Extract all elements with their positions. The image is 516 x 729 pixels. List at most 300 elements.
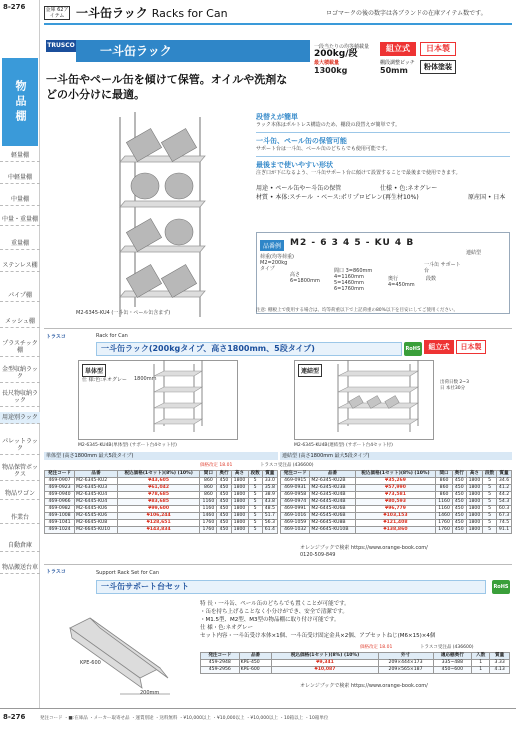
table-cell: ¥128,651 — [117, 520, 200, 527]
order-note: トラスコ受注品 (436600) — [260, 463, 314, 468]
table-cell: ¥80,593 — [355, 499, 436, 506]
table-cell: M2-6445-KU4B — [310, 499, 355, 506]
table-cell: 1800 — [231, 527, 248, 534]
table-cell: M2-6645-KU8 — [75, 520, 118, 527]
table-cell: M2-6445-KU4 — [75, 499, 118, 506]
single-bar: 単体型 (高さ1800mm 最大5段タイプ) — [44, 452, 278, 460]
product2-spec: 仕 様:色:ネオグレー — [82, 377, 127, 383]
page-title-en: Racks for Can — [151, 7, 228, 20]
table-cell: M2-6545-KU6B — [310, 513, 355, 520]
table-cell: 450 — [217, 506, 231, 513]
table-row — [281, 506, 512, 513]
badge-powder-coat: 粉体塗装 — [420, 60, 456, 74]
page-footer — [0, 708, 516, 729]
table-cell: 1460 — [436, 513, 453, 520]
web-search-note[interactable]: オレンジブックで検索 https://www.orange-book.com/ — [300, 683, 428, 689]
code-part-text: タイプ — [260, 266, 275, 272]
product3-features — [200, 600, 510, 640]
product1-load-spec — [314, 44, 378, 58]
table-cell: 450 — [217, 527, 231, 534]
code-part-levels: 段数 — [426, 276, 437, 282]
table-cell: 5 — [483, 527, 497, 534]
table-cell: 450 — [452, 478, 466, 485]
spec-value: 日本 — [493, 194, 506, 201]
table-cell: 5 — [248, 527, 262, 534]
sidebar-item[interactable]: 物品ワゴン — [0, 488, 40, 500]
order-code-cell[interactable]: 469-1041 — [45, 520, 75, 527]
delivery-info: 出荷日数 2~3日 本社30分 — [440, 380, 469, 391]
table-cell: 1760 — [436, 527, 453, 534]
table-cell: 60.3 — [497, 506, 512, 513]
order-note: トラスコ受注品 (436600) — [420, 645, 474, 650]
table-header-cell: 質量 — [490, 653, 510, 660]
linked-type-table — [280, 470, 512, 534]
table-cell: 44.2 — [497, 492, 512, 499]
table-cell: ¥57,990 — [355, 485, 436, 492]
order-code-cell[interactable]: 469-1024 — [45, 527, 75, 534]
table-header-cell: 高さ — [231, 471, 248, 478]
product1-title: 一斗缶ラック — [76, 40, 310, 62]
table-header-cell: 段数 — [483, 471, 497, 478]
table-header-cell: 税込価格(1セット)(8%) (10%) — [272, 653, 378, 660]
pitch-label: 棚段調整ピッチ — [380, 60, 415, 66]
table-cell: ¥43,605 — [117, 478, 200, 485]
table-cell: 4.13 — [490, 667, 510, 674]
order-code-cell[interactable]: 469-0974 — [281, 499, 310, 506]
sidebar-item[interactable]: 物品保管ボックス — [0, 462, 40, 481]
sidebar-item[interactable]: 物品搬送台車 — [0, 562, 40, 574]
table-cell: ¥10,087 — [272, 667, 378, 674]
code-part-height: 高さ 6=1800mm — [290, 272, 320, 284]
order-code-cell[interactable]: 469-1032 — [281, 527, 310, 534]
linked-bar: 連結型 (高さ1800mm 最大5段タイプ) — [280, 452, 512, 460]
table-row — [45, 520, 278, 527]
spec-key: 材質 — [256, 194, 269, 201]
table-row — [45, 527, 278, 534]
product1-max-spec — [314, 60, 378, 74]
sidebar-active-category[interactable]: 物品棚 — [2, 58, 38, 146]
table-cell: 48.5 — [262, 506, 277, 513]
badge-assembly: 組立式 — [424, 340, 454, 354]
table-row — [281, 513, 512, 520]
badge-japan: 日本製 — [456, 340, 486, 354]
table-cell: 1800 — [231, 513, 248, 520]
single-caption: M2-6345-KU4B(単体型) (サポート台4セット付) — [78, 443, 177, 448]
table-cell: 5 — [483, 478, 497, 485]
table-header-cell: 間口 — [436, 471, 453, 478]
table-cell: 1800 — [466, 513, 483, 520]
feature-2-text: サポート台は一斗缶、ペール缶のどちらでも使用可能です。 — [256, 146, 391, 152]
spec-value: 本体:スチール ・ベース:ポリプロピレン(再生材10%) — [275, 194, 419, 201]
table-cell: ¥35,269 — [355, 478, 436, 485]
table-cell: 450 — [452, 485, 466, 492]
sidebar-item[interactable]: 用途別ラック — [0, 412, 40, 424]
table-cell: 5 — [483, 520, 497, 527]
table-header-cell: 質量 — [497, 471, 512, 478]
footer-page-number: 8-276 — [3, 713, 26, 721]
table-row — [201, 667, 510, 674]
height-dim: 1800mm — [134, 376, 157, 382]
table-cell: 860 — [200, 492, 217, 499]
spec-material: 材質 • 本体:スチール ・ベース:ポリプロピレン(再生材10%) — [256, 194, 419, 201]
table-cell: M2-6345-KU4 — [75, 492, 118, 499]
price-revision-note: 価格改定 18.01 — [360, 645, 393, 650]
spec-key: 用途 — [256, 185, 269, 192]
table-cell: 33.0 — [262, 478, 277, 485]
section-divider — [44, 564, 512, 565]
badge-japan: 日本製 — [420, 42, 456, 56]
table-cell: 450~600 — [433, 667, 472, 674]
spec-value: ペール缶やー斗缶の保管 — [275, 185, 342, 192]
table-header-cell: 発注コード — [281, 471, 310, 478]
table-header-cell: 奥行 — [452, 471, 466, 478]
spec-origin: 原産国 • 日本 — [468, 194, 506, 201]
table-cell: 1800 — [231, 520, 248, 527]
product1-pitch-spec — [380, 60, 420, 74]
table-header-cell: 入数 — [472, 653, 490, 660]
product3-title: 一斗缶サポート台セット — [96, 580, 486, 594]
page-title — [76, 4, 228, 21]
table-cell: 450 — [217, 513, 231, 520]
feature-3-text: 注ぎ口が下になるよう、一斗缶サポート台に傾けて設置することで最後まで使用できます。 — [256, 170, 461, 176]
order-code-cell[interactable]: 469-0982 — [45, 506, 75, 513]
table-cell: 860 — [200, 478, 217, 485]
price-revision-note: 価格改定 18.01 — [200, 463, 233, 468]
table-row — [281, 478, 512, 485]
code-part-width: 間口 3=860mm 4=1160mm 5=1460mm 6=1760mm — [334, 268, 373, 292]
feature-line: ・M1.5型、M2型、M3型の物品棚に取り付け可能です。 — [200, 617, 340, 623]
sidebar-item[interactable]: パイプ棚 — [0, 290, 40, 302]
table-cell: 1760 — [200, 527, 217, 534]
order-code-cell[interactable]: 469-0958 — [281, 492, 310, 499]
product2-subtitle: Rack for Can — [96, 333, 128, 339]
sidebar-item[interactable]: メッシュ棚 — [0, 316, 40, 328]
table-cell: 450 — [452, 499, 466, 506]
table-cell: 450 — [452, 506, 466, 513]
table-cell: 43.8 — [262, 499, 277, 506]
order-code-cell[interactable]: 469-0991 — [281, 506, 310, 513]
table-row — [281, 499, 512, 506]
table-cell: 450 — [452, 520, 466, 527]
table-cell: 5 — [483, 492, 497, 499]
sidebar-item[interactable]: 軽量棚 — [0, 150, 40, 162]
section-divider — [44, 328, 512, 329]
table-cell: ¥121,408 — [355, 520, 436, 527]
code-part-text: 荷重(均等荷重) — [260, 254, 294, 260]
table-cell: 35.8 — [262, 485, 277, 492]
badge-rohs: RoHS — [492, 580, 510, 594]
table-cell: 450 — [217, 520, 231, 527]
table-cell: ¥99,600 — [117, 506, 200, 513]
table-cell: 91.1 — [497, 527, 512, 534]
sidebar-item[interactable]: 自動倉庫 — [0, 540, 40, 552]
badge-assembly: 組立式 — [380, 42, 416, 56]
table-cell: ¥83,685 — [117, 499, 200, 506]
table-cell: ¥61,042 — [117, 485, 200, 492]
table-cell: 1800 — [466, 506, 483, 513]
product1-tagline: 一斗缶やペール缶を傾けて保管。オイルや洗剤などの小分けに最適。 — [46, 73, 288, 101]
table-cell: M2-6645-KU10B — [310, 527, 355, 534]
table-cell: ¥73,581 — [355, 492, 436, 499]
product1-rack-image — [110, 112, 210, 322]
sidebar-item[interactable]: パレットラック — [0, 436, 40, 455]
brand-logo-trusco: TRUSCO — [46, 40, 76, 52]
sidebar-item[interactable]: プラスチック棚 — [0, 338, 40, 357]
feature-1-text: ラック本体はボルトレス構造のため、棚段の段替えが簡単です。 — [256, 122, 401, 128]
table-cell: 335~488 — [433, 660, 472, 667]
table-cell: 5 — [483, 513, 497, 520]
table-cell: 209×444×173 — [378, 660, 433, 667]
feature-1-head: 段替えが簡単 — [256, 113, 298, 121]
table-cell: 61.4 — [262, 527, 277, 534]
order-code-cell[interactable]: 469-0907 — [45, 478, 75, 485]
table-cell: ¥106,244 — [117, 513, 200, 520]
table-cell: M2-6345-KU4B — [310, 492, 355, 499]
table-cell: 5 — [248, 485, 262, 492]
table-cell: M2-6545-KU6 — [75, 513, 118, 520]
sidebar-item[interactable]: 中量棚 — [0, 194, 40, 206]
table-row — [45, 492, 278, 499]
footer-legend: 発注コード ・■:在庫品 ・メーカー取寄せ品 ・運賃別途 ・送料無料 ・¥10,000以上 ・¥10,000以上 ・¥10,000以上 ・10箱以上 ・10箱単位 — [40, 716, 329, 721]
sidebar-item[interactable]: 作業台 — [0, 512, 40, 524]
table-cell: ¥143,834 — [117, 527, 200, 534]
sidebar-item[interactable]: ステンレス棚 — [0, 260, 40, 272]
table-cell: 5 — [483, 485, 497, 492]
support-rack-image — [60, 598, 180, 698]
table-cell: 1760 — [200, 520, 217, 527]
table-cell: 3.33 — [490, 660, 510, 667]
table-cell: 5 — [248, 492, 262, 499]
feature-divider — [256, 156, 510, 157]
header-divider — [44, 23, 512, 25]
table-header-cell: 税込価格(1セット)(8%) (10%) — [117, 471, 200, 478]
table-cell: 450 — [452, 527, 466, 534]
sidebar-item[interactable]: 長尺物収納ラック — [0, 388, 40, 407]
order-code-cell[interactable]: 459-2948 — [201, 660, 240, 667]
product3-brand: トラスコ — [46, 569, 66, 575]
table-header-cell: 発注コード — [45, 471, 75, 478]
telephone-number: 0120-509-849 — [300, 552, 336, 558]
table-row — [45, 485, 278, 492]
table-cell: 1800 — [466, 485, 483, 492]
table-row — [281, 527, 512, 534]
table-cell: M2-6345-KU2B — [310, 478, 355, 485]
order-code-cell[interactable]: 469-0923 — [45, 485, 75, 492]
order-code-cell[interactable]: 459-2956 — [201, 667, 240, 674]
table-cell: 1800 — [231, 492, 248, 499]
table-row — [45, 506, 278, 513]
product3-subtitle: Support Rack Set for Can — [96, 570, 160, 576]
product2-title: 一斗缶ラック(200kgタイプ、高さ1800mm、5段タイプ) — [96, 342, 402, 356]
table-cell: 450 — [217, 478, 231, 485]
table-cell: ¥78,685 — [117, 492, 200, 499]
spec-use: 用途 • ペール缶やー斗缶の保管 — [256, 185, 342, 192]
table-header-cell: 間口 — [200, 471, 217, 478]
table-cell: 1800 — [231, 485, 248, 492]
order-code-cell[interactable]: 469-0915 — [281, 478, 310, 485]
table-cell: 5 — [248, 513, 262, 520]
table-header-cell: 適応棚奥行 — [433, 653, 472, 660]
linked-rack-image — [330, 360, 420, 436]
table-cell: 1800 — [466, 527, 483, 534]
table-cell: 1800 — [466, 478, 483, 485]
table-row — [45, 499, 278, 506]
table-cell: 1800 — [466, 499, 483, 506]
order-code-cell[interactable]: 469-0966 — [45, 499, 75, 506]
table-row — [45, 478, 278, 485]
table-header-cell: 高さ — [466, 471, 483, 478]
spec-key: 原産国 — [468, 194, 487, 201]
table-cell: 1160 — [200, 506, 217, 513]
table-cell: M2-6345-KU2 — [75, 478, 118, 485]
table-cell: ¥9,341 — [272, 660, 378, 667]
table-cell: 41.2 — [497, 485, 512, 492]
table-cell: 1800 — [231, 499, 248, 506]
table-cell: ¥103,153 — [355, 513, 436, 520]
web-search-note[interactable]: オレンジブックで検索 https://www.orange-book.com/ — [300, 545, 428, 551]
table-cell: 5 — [248, 499, 262, 506]
table-cell: 860 — [436, 478, 453, 485]
feature-line: 仕 様・色:ネオグレー — [200, 625, 253, 631]
single-rack-image — [146, 360, 206, 436]
feature-line: セット内容・一斗缶受け本体×1個、一斗缶受け固定金具×2個、アプセットねじ(M6×15)×4個 — [200, 633, 436, 639]
order-code-cell[interactable]: 469-0940 — [45, 492, 75, 499]
table-cell: 450 — [452, 492, 466, 499]
code-part-depth: 奥行 4=450mm — [388, 276, 415, 288]
table-cell: 860 — [200, 485, 217, 492]
table-cell: M2-6445-KU6 — [75, 506, 118, 513]
table-header-cell: 発注コード — [201, 653, 240, 660]
load-value: 200kg/段 — [314, 49, 358, 59]
table-cell: 1800 — [466, 520, 483, 527]
table-cell: 5 — [248, 520, 262, 527]
pitch-value: 50mm — [380, 66, 408, 75]
feature-line: 特 長・一斗缶、ペール缶のどちらでも置くことが可能です。 — [200, 601, 350, 607]
table-cell: 5 — [483, 499, 497, 506]
table-cell: 1760 — [436, 520, 453, 527]
table-header-cell: 段数 — [248, 471, 262, 478]
table-cell: M2-6445-KU6B — [310, 506, 355, 513]
order-code-cell[interactable]: 469-1008 — [45, 513, 75, 520]
table-cell: 1460 — [200, 513, 217, 520]
table-cell: M2-6345-KU3 — [75, 485, 118, 492]
category-sidebar — [0, 0, 40, 729]
table-header-cell: 外寸 — [378, 653, 433, 660]
table-cell: M2-6645-KU8B — [310, 520, 355, 527]
order-code-cell[interactable]: 469-1059 — [281, 520, 310, 527]
table-cell: 1160 — [436, 506, 453, 513]
spec-key: 仕様 — [380, 185, 393, 192]
caution-note: 注意: 棚板上で使用する場合は、均等荷重以下で上記荷重の80%以下を目安にしてご使用ください。 — [256, 308, 458, 313]
table-cell: 1 — [472, 660, 490, 667]
table-cell: 450 — [217, 492, 231, 499]
part-number-example-label: 品番例 — [260, 240, 284, 251]
product1-image-caption: M2-6345-KU4 (一斗缶・ペール缶含まず) — [76, 310, 171, 316]
page-title-jp: 一斗缶ラック — [76, 6, 148, 20]
badge-rohs: RoHS — [404, 342, 422, 356]
feature-divider — [256, 132, 510, 133]
code-part-load — [260, 254, 320, 272]
product2-brand: トラスコ — [46, 334, 66, 340]
table-header-cell: 奥行 — [217, 471, 231, 478]
load-label: 一段当たりの均等積載量 — [314, 44, 370, 50]
table-cell: 5 — [483, 506, 497, 513]
header-note: ロゴマークの後の数字は各ブランドの在庫アイテム数です。 — [326, 10, 487, 17]
sidebar-item[interactable]: 金型収納ラック — [0, 364, 40, 383]
spec-value: 色:ネオグレー — [399, 185, 438, 192]
table-header-cell: 品番 — [310, 471, 355, 478]
spec-spec: 仕様 • 色:ネオグレー — [380, 185, 438, 192]
table-cell: 5 — [248, 506, 262, 513]
table-row — [281, 492, 512, 499]
table-cell: 51.7 — [262, 513, 277, 520]
table-cell: M2-6345-KU3B — [310, 485, 355, 492]
linked-caption: M2-6345-KU4B(連結型) (サポート台4セット付) — [294, 443, 393, 448]
table-cell: 54.3 — [497, 499, 512, 506]
support-rack-table — [200, 652, 510, 674]
table-cell: 1160 — [200, 499, 217, 506]
order-code-cell[interactable]: 469-1016 — [281, 513, 310, 520]
table-cell: ¥138,860 — [355, 527, 436, 534]
table-cell: 1 — [472, 667, 490, 674]
support-rack-dim: 200mm — [140, 690, 160, 696]
sidebar-item[interactable]: 中量・重量棚 — [0, 214, 40, 226]
table-cell: 1160 — [436, 499, 453, 506]
sidebar-page-number: 8-276 — [3, 3, 26, 11]
table-header-cell: 税込価格(1セット)(8%) (10%) — [355, 471, 436, 478]
table-cell: 34.6 — [497, 478, 512, 485]
header-tag: 金庫 62アイテム — [45, 7, 69, 19]
code-part-linked: 連結型 — [466, 250, 482, 256]
sidebar-item[interactable]: 重量棚 — [0, 238, 40, 250]
feature-2-head: 一斗缶、ペール缶の保管可能 — [256, 137, 347, 145]
table-cell: M2-6645-KU10 — [75, 527, 118, 534]
part-number-example: M2 - 6 3 4 5 - KU 4 B — [290, 238, 415, 248]
table-cell: 1800 — [466, 492, 483, 499]
max-value: 1300kg — [314, 66, 348, 75]
table-header-cell: 品番 — [239, 653, 272, 660]
table-row — [281, 485, 512, 492]
table-cell: 5 — [248, 478, 262, 485]
linked-type-label: 連結型 — [298, 364, 322, 377]
sidebar-item[interactable]: 中軽量棚 — [0, 172, 40, 184]
single-type-table — [44, 470, 278, 534]
table-cell: 860 — [436, 485, 453, 492]
table-cell: 38.9 — [262, 492, 277, 499]
order-code-cell[interactable]: 469-0931 — [281, 485, 310, 492]
feature-3-head: 最後まで使いやすい形状 — [256, 161, 333, 169]
table-row — [281, 520, 512, 527]
table-cell: 1800 — [231, 478, 248, 485]
table-cell: 450 — [217, 485, 231, 492]
table-cell: ¥96,779 — [355, 506, 436, 513]
table-cell: 67.3 — [497, 513, 512, 520]
table-cell: 56.3 — [262, 520, 277, 527]
table-cell: 860 — [436, 492, 453, 499]
table-header-cell: 品番 — [75, 471, 118, 478]
code-part-text: M2=200kg — [260, 260, 288, 266]
table-row — [45, 513, 278, 520]
feature-line: ・缶を持ち上げることなく小分けができ、安全で清潔です。 — [200, 609, 348, 615]
table-cell: 209×565×187 — [378, 667, 433, 674]
single-type-label: 単体型 — [82, 364, 106, 377]
table-cell: 1800 — [231, 506, 248, 513]
code-part-support: 一斗缶 サポート台 — [424, 262, 461, 274]
max-label: 最大積載量 — [314, 60, 340, 66]
table-cell: KPE-600 — [239, 667, 272, 674]
table-header-cell: 質量 — [262, 471, 277, 478]
support-rack-caption: KPE-600 — [80, 660, 101, 666]
